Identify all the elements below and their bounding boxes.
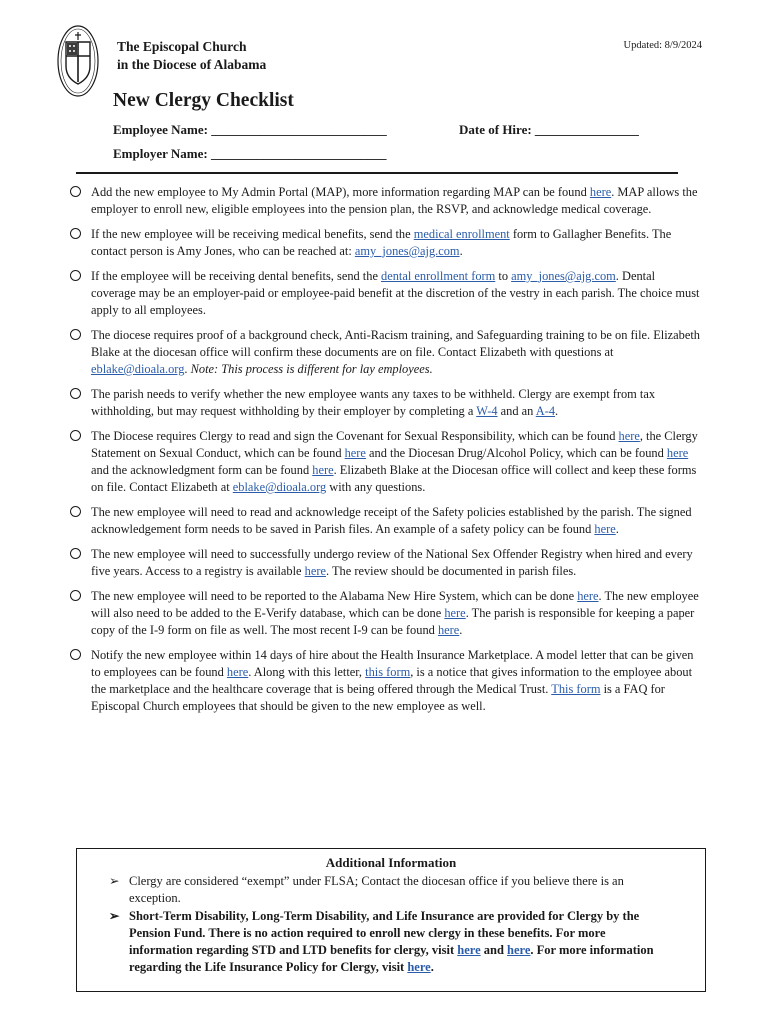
checkbox-circle-icon[interactable] [70,649,81,660]
additional-information-box [76,848,706,992]
life-insurance-link[interactable]: here [407,960,431,974]
updated-date: Updated: 8/9/2024 [623,40,702,51]
w4-link[interactable]: W-4 [476,404,498,418]
covenant-link[interactable]: here [618,429,640,443]
episcopal-shield-logo-icon [56,24,100,98]
checkbox-circle-icon[interactable] [70,329,81,340]
checklist-item-dental: If the employee will be receiving dental benefits, send the dental enrollment form to amy_jones@ajg.com. Dental coverage may be an employer-paid or employee-paid benefit at the discretion of the vestry in each parish. The choice must apply to all employees. [68,268,702,319]
checkbox-circle-icon[interactable] [70,270,81,281]
list-item: ➢ Short-Term Disability, Long-Term Disability, and Life Insurance are provided for Clergy by the Pension Fund. There is no action required to enroll new clergy in these benefits. For more information regarding STD and LTD benefits for clergy, visit here and here. For more information regarding the Life Insurance Policy for Clergy, visit here. [109,909,654,974]
map-info-link[interactable]: here [589,185,612,199]
checkbox-circle-icon[interactable] [70,186,81,197]
email-link[interactable]: amy_jones@ajg.com [511,269,616,283]
checklist-item-marketplace: Notify the new employee within 14 days of hire about the Health Insurance Marketplace. A model letter that can be given to employees can be found here. Along with this letter, this form, is a notice that gives information to the employee about the marketplace and the healthcare coverage that is being offered through the Medical Trust. This form is a FAQ for Episcopal Church employees that should be given to the new employee as well. [68,647,702,715]
checkbox-circle-icon[interactable] [70,590,81,601]
dental-enrollment-link[interactable]: dental enrollment form [381,269,496,283]
new-hire-system-link[interactable]: here [577,589,599,603]
everify-link[interactable]: here [444,606,466,620]
lay-employee-note: Note: This process is different for lay employees. [190,362,433,376]
employee-name-field: Employee Name: ___________________________ [113,122,387,137]
acknowledgment-form-link[interactable]: here [312,463,334,477]
checklist-item-new-hire: The new employee will need to be reported to the Alabama New Hire System, which can be done here. The new employee will also need to be added to the E-Verify database, which can be done here. The parish is responsible for keeping a paper copy of the I-9 form on file as well. The most recent I-9 can be found here. [68,588,702,639]
page-title: New Clergy Checklist [113,90,294,111]
checklist-item-medical: If the new employee will be receiving medical benefits, send the medical enrollment form to Gallagher Benefits. The contact person is Amy Jones, who can be reached at: amy_jones@ajg.com. [68,226,702,260]
this-form-link[interactable]: this form [365,665,411,679]
email-link[interactable]: amy_jones@ajg.com [354,244,460,258]
checklist-item-safety: The new employee will need to read and acknowledge receipt of the Safety policies established by the parish. The signed acknowledgement form needs to be saved in Parish files. An example of a safety policy can be found here. [68,504,702,538]
arrow-bullet-icon: ➢ [109,909,120,923]
employer-name-field: Employer Name: ___________________________ [113,146,387,161]
checkbox-circle-icon[interactable] [70,548,81,559]
checkbox-circle-icon[interactable] [70,506,81,517]
date-of-hire-field: Date of Hire: ________________ [459,122,639,137]
checklist-item-map: Add the new employee to My Admin Portal (MAP), more information regarding MAP can be found here. MAP allows the employer to enroll new, eligible employees into the pension plan, the RSVP, and acknowledge medical coverage. [68,184,702,218]
org-line-1: The Episcopal Church [117,39,247,54]
checkbox-circle-icon[interactable] [70,388,81,399]
registry-link[interactable]: here [304,564,326,578]
ltd-benefits-link[interactable]: here [507,943,531,957]
email-link[interactable]: eblake@dioala.org [232,480,327,494]
org-line-2: in the Diocese of Alabama [117,57,267,72]
medical-enrollment-link[interactable]: medical enrollment [413,227,510,241]
checklist-item-background-check: The diocese requires proof of a background check, Anti-Racism training, and Safeguarding training to be on file. Elizabeth Blake at the diocesan office will confirm these documents are on file. Contact Elizabeth with questions at eblake@dioala.org. Note: This process is different for lay employees. [68,327,702,378]
additional-information-title: Additional Information [325,855,457,870]
arrow-bullet-icon: ➢ [109,874,120,888]
std-benefits-link[interactable]: here [457,943,481,957]
drug-policy-link[interactable]: here [666,446,689,460]
checklist-item-registry: The new employee will need to successfully undergo review of the National Sex Offender Registry when hired and every five years. Access to a registry is available here. The review should be documented in parish files. [68,546,702,580]
checklist-item-taxes: The parish needs to verify whether the new employee wants any taxes to be withheld. Clergy are exempt from tax withholding, but may request withholding by their employer by completing a W-4 and an A-4. [68,386,702,420]
a4-link[interactable]: A-4 [535,404,556,418]
faq-form-link[interactable]: This form [551,682,601,696]
additional-information-list [77,873,705,976]
model-letter-link[interactable]: here [226,665,249,679]
i9-link[interactable]: here [437,623,460,637]
checkbox-circle-icon[interactable] [70,228,81,239]
checklist-item-covenant: The Diocese requires Clergy to read and sign the Covenant for Sexual Responsibility, which can be found here, the Clergy Statement on Sexual Conduct, which can be found here and the Diocesan Drug/Alcohol Policy, which can be found here and the acknowledgment form can be found here. Elizabeth Blake at the Diocesan office will collect and keep these forms on file. Contact Elizabeth at eblake@dioala.org with any questions. [68,428,702,496]
organization-name [117,38,266,74]
email-link[interactable]: eblake@dioala.org [91,362,185,376]
list-item: ➢ Clergy are considered “exempt” under FLSA; Contact the diocesan office if you believe there is an exception. [109,874,624,905]
header-divider [76,172,678,174]
conduct-statement-link[interactable]: here [344,446,366,460]
checkbox-circle-icon[interactable] [70,430,81,441]
safety-policy-link[interactable]: here [594,522,616,536]
checklist [68,184,702,723]
